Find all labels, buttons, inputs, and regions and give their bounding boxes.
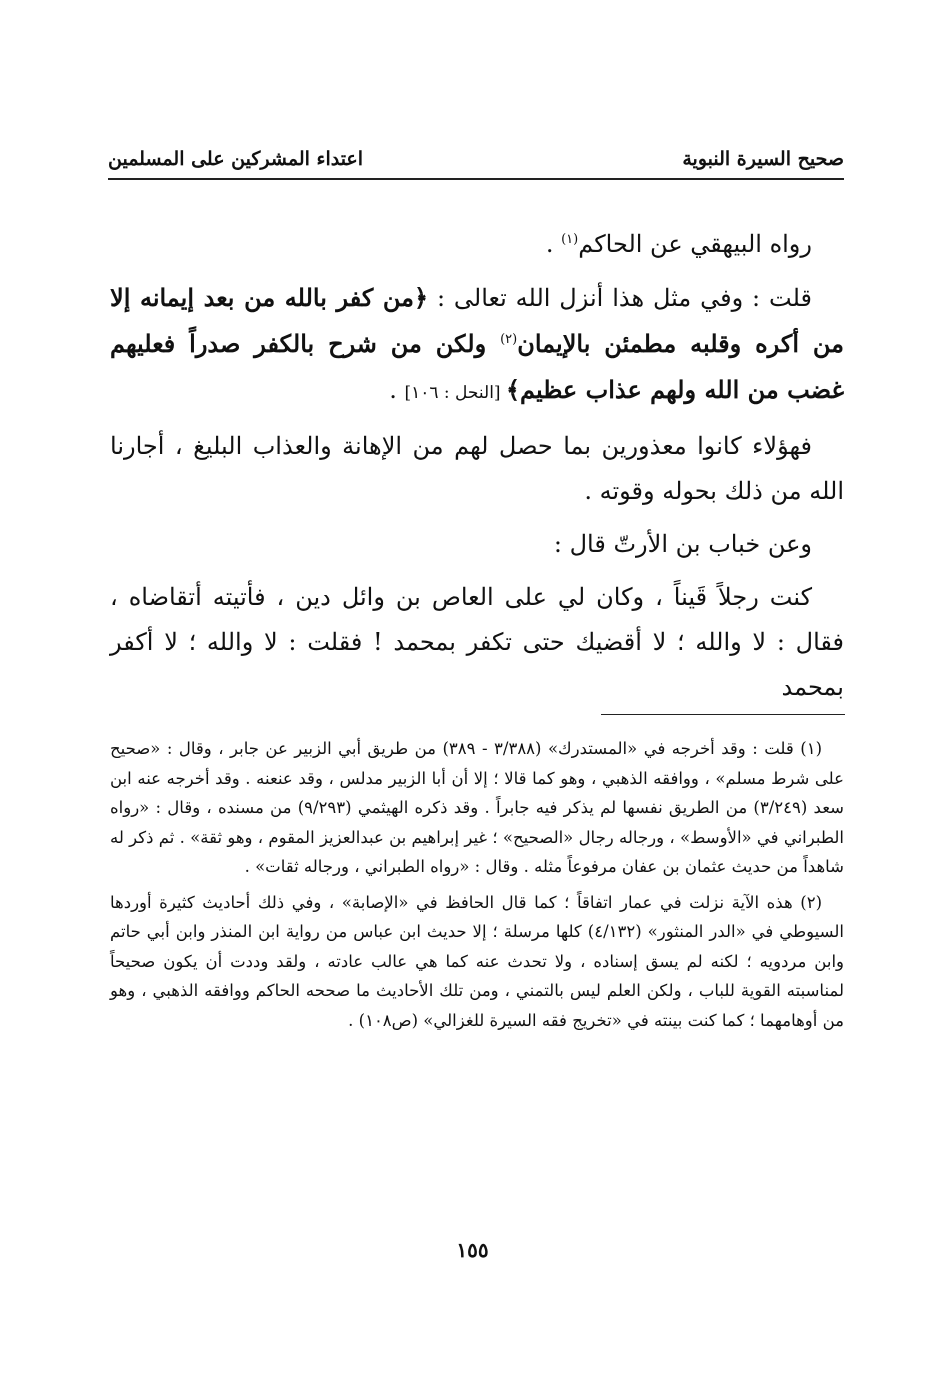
quran-verse-a: ﴿من كفر بالله من بعد إيمانه إلا من أكره وقلبه مطمئن بالإيمان (110, 283, 844, 358)
footnote-ref-2: (٢) (500, 332, 518, 347)
paragraph-2-end: . (389, 376, 405, 404)
verse-citation: [النحل : ١٠٦] (404, 383, 506, 403)
header-book-title: صحيح السيرة النبوية (682, 148, 844, 170)
paragraph-2 (110, 275, 844, 416)
footnotes (110, 734, 844, 1041)
paragraph-4: وعن خباب بن الأرتّ قال : (553, 530, 812, 558)
quran-verse-b: ولكن من شرح بالكفر صدراً فعليهم غضب من الله ولهم عذاب عظيم﴾ (110, 329, 844, 404)
main-text (110, 222, 844, 718)
header-chapter-title: اعتداء المشركين على المسلمين (108, 148, 364, 170)
paragraph-2-intro: قلت : وفي مثل هذا أنزل الله تعالى : (428, 284, 812, 312)
footnote-divider (601, 714, 845, 715)
footnote-1: (١) قلت : وقد أخرجه في «المستدرك» (٣/٣٨٨ - ٣٨٩) من طريق أبي الزبير عن جابر ، وقال : «صحيح على شرط مسلم» ، ووافقه الذهبي ، وهو كما قالا ؛ إلا أن أبا الزبير مدلس ، وقد عنعنه . وقد أخرجه عنه ابن سعد (٣/٢٤٩) من الطريق نفسها لم يذكر فيه جابراً . وقد ذكره الهيثمي (٩/٢٩٣) من مسنده ، وقال : «رواه الطبراني في «الأوسط» ، ورجاله رجال «الصحيح» ؛ غير إبراهيم بن عبدالعزيز المقوم ، وهو ثقة» . ثم ذكر له شاهداً من حديث عثمان بن عفان مرفوعاً مثله . وقال : «رواه الطبراني ، ورجاله ثقات» . (110, 739, 844, 876)
paragraph-1-end: . (545, 230, 562, 258)
footnote-2: (٢) هذه الآية نزلت في عمار اتفاقاً ؛ كما قال الحافظ في «الإصابة» ، وفي ذلك أحاديث كثيرة أوردها السيوطي في «الدر المنثور» (٤/١٣٢) كلها مرسلة ؛ إلا حديث ابن عباس من رواية ابن المنذر وابن أبي حاتم وابن مردويه ؛ لكنه لم يسق إسناده ، ولا تحدث عنه كما هي عالب عادته ، ولقد وددت أن يكون صحيحاً لمناسبته القوية للباب ، ولكن العلم ليس بالتمني ، ومن تلك الأحاديث ما صححه الحاكم ووافقه الذهبي ، وهو من أوهامهما ؛ كما كنت بينته في «تخريج فقه السيرة للغزالي» (ص١٠٨) . (110, 892, 844, 1030)
paragraph-1-text: رواه البيهقي عن الحاكم (578, 230, 812, 258)
paragraph-3: فهؤلاء كانوا معذورين بما حصل لهم من الإهانة والعذاب البليغ ، أجارنا الله من ذلك بحوله وقوته . (110, 432, 844, 505)
page-number: ١٥٥ (456, 1238, 489, 1262)
running-header (108, 136, 844, 180)
paragraph-1 (110, 222, 844, 267)
footnote-ref-1: (١) (561, 232, 579, 247)
paragraph-5: كنت رجلاً قَيناً ، وكان لي على العاص بن وائل دين ، فأتيته أتقاضاه ، فقال : لا والله ؛ لا أقضيك حتى تكفر بمحمد ! فقلت : لا والله ؛ لا أكفر بمحمد (110, 583, 844, 701)
